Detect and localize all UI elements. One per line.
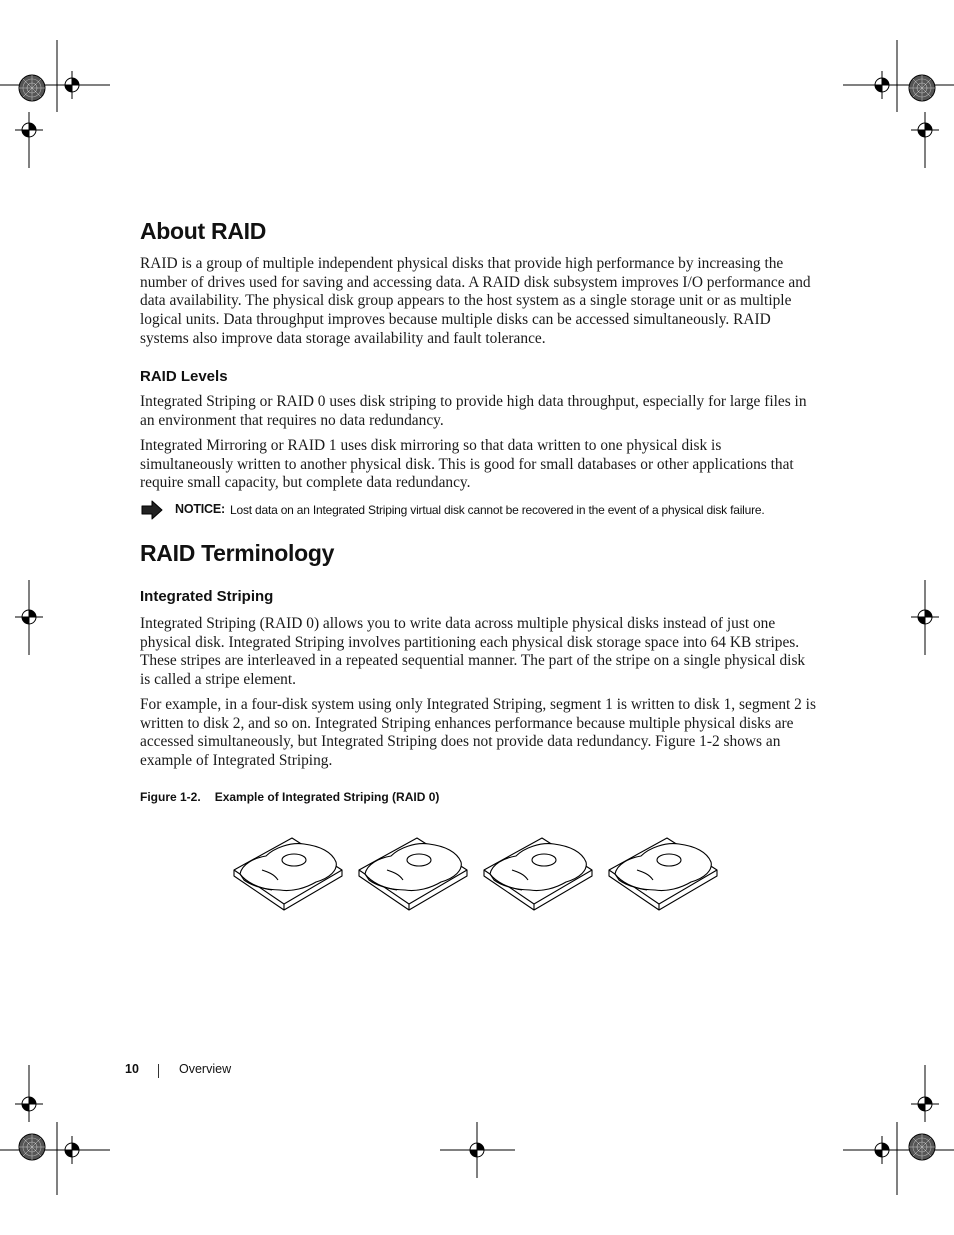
hard-disk-icon xyxy=(232,834,344,912)
figure-number: Figure 1-2. xyxy=(140,790,201,804)
subheading-integrated-striping: Integrated Striping xyxy=(140,588,274,605)
notice-callout xyxy=(140,499,830,523)
figure-title: Example of Integrated Striping (RAID 0) xyxy=(214,790,440,804)
figure-disk-row xyxy=(232,834,724,914)
notice-arrow-icon xyxy=(140,499,164,521)
paragraph-raid-0: Integrated Striping or RAID 0 uses disk striping to provide high data throughput, especially for large files in an environment that requires no data redundancy. xyxy=(140,393,807,429)
hard-disk-icon xyxy=(357,834,469,912)
subheading-raid-levels: RAID Levels xyxy=(140,368,228,385)
hard-disk-icon xyxy=(482,834,594,912)
paragraph-striping-definition: Integrated Striping (RAID 0) allows you to write data across multiple physical disks instead of just one physical disk. Integrated Striping involves partitioning each physical disk storage space into 64 KB stripes. These stripes are interleaved in a repeated sequential manner. The part of the stripe on a single physical disk is called a stripe element. xyxy=(140,615,806,689)
section-heading-raid-terminology: RAID Terminology xyxy=(140,540,335,566)
notice-text: Lost data on an Integrated Striping virtual disk cannot be recovered in the event of a physical disk failure. xyxy=(230,503,765,517)
page-number: 10 xyxy=(125,1062,139,1076)
notice-label: NOTICE: xyxy=(175,502,225,516)
footer-section-title: Overview xyxy=(179,1062,232,1076)
hard-disk-icon xyxy=(607,834,719,912)
figure-caption xyxy=(140,790,439,804)
footer-separator xyxy=(158,1064,159,1078)
paragraph-about-raid: RAID is a group of multiple independent physical disks that provide high performance by increasing the number of drives used for saving and accessing data. A RAID disk subsystem improves I/O performance and data availability. The physical disk group appears to the host system as a single storage unit or as multiple logical units. Data throughput improves because multiple disks can be accessed simultaneously. RAID systems also improve data storage availability and fault tolerance. xyxy=(140,255,811,347)
paragraph-raid-1: Integrated Mirroring or RAID 1 uses disk mirroring so that data written to one physical disk is simultaneously written to another physical disk. This is good for small databases or other applications that require small capacity, but complete data redundancy. xyxy=(140,437,794,492)
paragraph-striping-example: For example, in a four-disk system using only Integrated Striping, segment 1 is written to disk 1, segment 2 is written to disk 2, and so on. Integrated Striping enhances performance because multiple physical disks are accessed simultaneously, but Integrated Striping does not provide data redundancy. Figure 1-2 shows an example of Integrated Striping. xyxy=(140,696,816,770)
section-heading-about-raid: About RAID xyxy=(140,218,267,244)
